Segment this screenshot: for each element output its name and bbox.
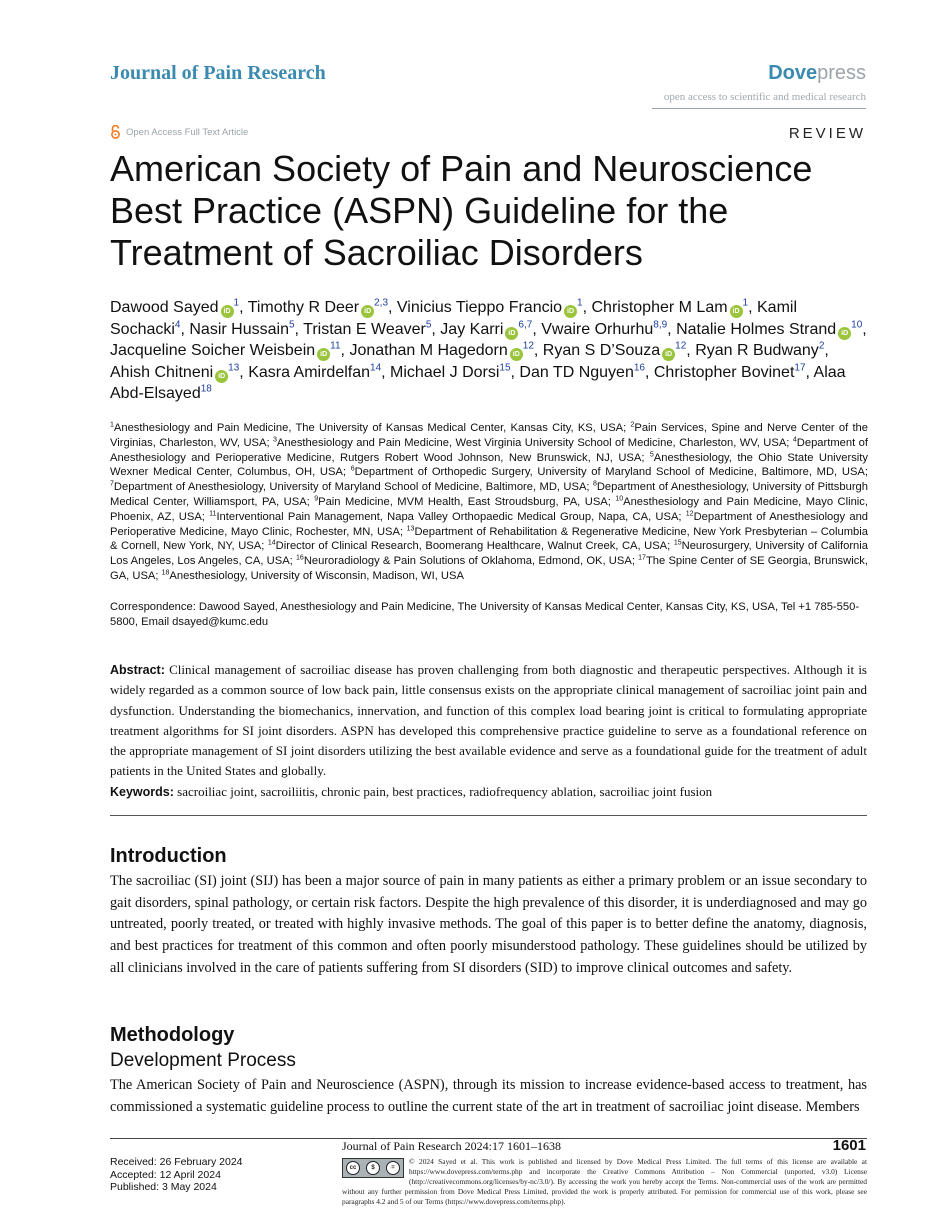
author-name[interactable]: Michael J Dorsi: [390, 363, 500, 381]
affiliation: [296, 555, 638, 567]
affiliation: [162, 570, 464, 582]
affiliation-number: 7: [110, 480, 114, 488]
author-affiliation-ref[interactable]: 5: [425, 319, 432, 331]
affiliation: [110, 422, 630, 434]
affiliation-text: Anesthesiology and Pain Medicine, West Virginia University School of Medicine, Charleston, WV, USA;: [276, 436, 793, 449]
author-separator: ,: [805, 363, 814, 381]
author-affiliation-ref[interactable]: 16: [633, 362, 645, 374]
affiliation-text: The Spine Center of SE Georgia, Brunswick, GA, USA;: [110, 555, 869, 582]
author: [110, 364, 248, 381]
author-affiliation-ref[interactable]: 2: [818, 340, 825, 352]
orcid-icon[interactable]: iD: [730, 305, 743, 318]
development-process-heading: Development Process: [110, 1050, 296, 1071]
accepted-date: Accepted: 12 April 2024: [110, 1168, 221, 1181]
author: [397, 299, 592, 316]
author-affiliation-ref[interactable]: 5: [288, 319, 295, 331]
author-separator: ,: [644, 363, 654, 381]
methodology-heading: Methodology: [110, 1024, 235, 1046]
author-name[interactable]: Tristan E Weaver: [303, 320, 426, 338]
orcid-icon[interactable]: iD: [221, 305, 234, 318]
affiliation-text: Anesthesiology, the Ohio State University Wexner Medical Center, Columbus, OH, USA;: [110, 451, 868, 479]
affiliation-number: 6: [350, 465, 355, 473]
affiliation-text: Pain Services, Spine and Nerve Center of the Virginias, Charleston, WV, USA;: [110, 422, 868, 449]
author-name[interactable]: Ryan R Budwany: [695, 342, 819, 360]
author-separator: ,: [686, 342, 696, 360]
author-affiliation-ref[interactable]: 10: [851, 319, 863, 331]
affiliation-text: Department of Anesthesiology and Perioperative Medicine, Rutgers Robert Wood Johnson, New Brunswick, NJ, USA;: [110, 436, 868, 464]
author-name[interactable]: Kasra Amirdelfan: [248, 363, 371, 381]
orcid-icon[interactable]: iD: [510, 348, 523, 361]
author-separator: ,: [533, 342, 543, 360]
development-process-paragraph: The American Society of Pain and Neuroscience (ASPN), through its mission to increase evidence-based access to treatment, has commissioned a systematic guideline process to outline the current state of the art in treatment of sacroiliac joint disease. Members: [110, 1077, 867, 1115]
author-affiliation-ref[interactable]: 6,7: [518, 319, 533, 331]
affiliation-text: Neurosurgery, University of California Los Angeles, Los Angeles, CA, USA;: [110, 540, 868, 568]
author: [110, 342, 349, 359]
publisher-tagline: open access to scientific and medical research: [663, 91, 866, 103]
keywords: [110, 782, 867, 802]
affiliation-number: 4: [792, 436, 797, 444]
cc-icon: cc: [346, 1161, 360, 1175]
orcid-icon[interactable]: iD: [215, 370, 228, 383]
affiliation-number: 12: [685, 510, 694, 518]
author-name[interactable]: Kamil Sochacki: [110, 299, 798, 338]
affiliation-number: 1: [110, 421, 114, 429]
author-separator: ,: [239, 299, 248, 316]
author-affiliation-ref[interactable]: 13: [228, 362, 240, 374]
affiliation-text: Anesthesiology, University of Wisconsin, Madison, WI, USA: [169, 569, 464, 582]
author: [676, 321, 867, 338]
affiliation: [273, 437, 793, 449]
author: [592, 299, 758, 316]
cc-license-badge[interactable]: [342, 1158, 404, 1178]
affiliation-number: 15: [673, 539, 682, 547]
affiliation: [314, 496, 615, 508]
author-separator: ,: [294, 320, 304, 338]
noderivs-icon: =: [386, 1161, 400, 1175]
author: [541, 321, 676, 338]
author-list: [110, 297, 870, 405]
affiliation-text: Anesthesiology and Pain Medicine, The University of Kansas Medical Center, Kansas City, KS, USA;: [113, 422, 631, 434]
author-name[interactable]: Christopher M Lam: [591, 299, 728, 316]
affiliation-text: Neuroradiology & Pain Solutions of Oklahoma, Edmond, OK, USA;: [303, 555, 639, 568]
affiliation-text: Department of Orthopedic Surgery, University of Maryland School of Medicine, Baltimore, MD, USA;: [354, 466, 868, 479]
orcid-icon[interactable]: iD: [662, 348, 675, 361]
article-title: American Society of Pain and Neuroscience Best Practice (ASPN) Guideline for the Treatment of Sacroiliac Disorders: [110, 148, 813, 273]
open-access-lock-icon: [110, 125, 121, 139]
affiliation-text: Pain Medicine, MVM Health, East Stroudsburg, PA, USA;: [318, 495, 616, 508]
affiliation: [268, 540, 674, 552]
author: [189, 321, 303, 338]
author-separator: ,: [381, 363, 391, 381]
affiliation-text: Director of Clinical Research, Boomerang Healthcare, Walnut Creek, CA, USA;: [275, 540, 674, 553]
affiliation-number: 5: [649, 450, 654, 458]
affiliation-number: 3: [273, 436, 277, 444]
affiliation-number: 2: [630, 421, 635, 429]
affiliation-text: Interventional Pain Management, Napa Valley Orthopaedic Medical Group, Napa, CA, USA;: [216, 510, 686, 523]
affiliation-number: 16: [296, 554, 304, 562]
author: [519, 364, 653, 381]
author-affiliation-ref[interactable]: 11: [330, 340, 341, 352]
orcid-icon[interactable]: iD: [838, 327, 851, 340]
header-divider: [652, 108, 866, 109]
license-block: [342, 1157, 867, 1207]
noncommercial-icon: $: [366, 1161, 380, 1175]
author-separator: ,: [532, 320, 542, 338]
author-name[interactable]: Jay Karri: [440, 320, 504, 338]
affiliation-number: 14: [267, 539, 276, 547]
author: [248, 364, 390, 381]
author-name[interactable]: Jacqueline Soicher Weisbein: [110, 342, 316, 360]
author: [248, 299, 397, 316]
affiliation-number: 10: [615, 495, 624, 503]
author-separator: ,: [180, 320, 190, 338]
brand-primary: Dove: [768, 62, 818, 84]
affiliation: [110, 481, 593, 493]
author-affiliation-ref[interactable]: 1: [742, 297, 749, 309]
orcid-icon[interactable]: iD: [564, 305, 577, 318]
author-name[interactable]: Ryan S D’Souza: [542, 342, 661, 360]
author-name[interactable]: Timothy R Deer: [247, 299, 360, 316]
affiliations: [110, 421, 868, 584]
affiliation-text: Anesthesiology and Pain Medicine, Mayo Clinic, Phoenix, AZ, USA;: [110, 495, 868, 523]
abstract-label: Abstract:: [110, 663, 165, 677]
author-affiliation-ref[interactable]: 2,3: [374, 297, 389, 309]
affiliation-number: 11: [209, 510, 217, 518]
keywords-label: Keywords:: [110, 785, 174, 799]
author-separator: ,: [667, 320, 677, 338]
author-affiliation-ref[interactable]: 8,9: [653, 319, 668, 331]
orcid-icon[interactable]: iD: [505, 327, 518, 340]
affiliation-text: Department of Rehabilitation & Regenerative Medicine, New York Presbyterian – Columbia & Cornell, New York, NY, USA;: [110, 525, 868, 553]
author-affiliation-ref[interactable]: 12: [522, 340, 534, 352]
author-separator: ,: [862, 320, 867, 338]
orcid-icon[interactable]: iD: [317, 348, 330, 361]
author-name[interactable]: Alaa Abd-Elsayed: [110, 363, 846, 403]
author-name[interactable]: Nasir Hussain: [189, 320, 289, 338]
author-name[interactable]: Dawood Sayed: [110, 299, 219, 316]
orcid-icon[interactable]: iD: [361, 305, 374, 318]
affiliation-text: Department of Anesthesiology, University of Pittsburgh Medical Center, Williamsport, PA, USA;: [110, 481, 868, 508]
author-affiliation-ref[interactable]: 14: [370, 362, 382, 374]
author: [654, 364, 814, 381]
author-separator: ,: [340, 342, 350, 360]
abstract-text: Clinical management of sacroiliac disease has proven challenging from both diagnostic and therapeutic perspectives. Although it is widely regarded as a common source of low back pain, little consensus exists on the appropriate clinical management of sacroiliac joint pain and dysfunction. Understanding the biomechanics, innervation, and function of this complex load bearing joint is critical to formulating appropriate treatment algorithms for SI joint disorders. ASPN has developed this comprehensive practice guideline to serve as a foundational reference on the appropriate management of SI joint disorders utilizing the best available evidence and serve as a foundational guide for the treatment of adult patients in the United States and globally.: [110, 662, 867, 779]
author-separator: ,: [388, 299, 397, 316]
author: [390, 364, 519, 381]
author: [349, 342, 542, 359]
open-access-label: Open Access Full Text Article: [126, 126, 249, 138]
author-separator: ,: [748, 299, 757, 316]
open-access-badge: [110, 125, 248, 139]
author: [110, 299, 248, 316]
author-separator: ,: [431, 320, 441, 338]
affiliation: [209, 511, 686, 523]
author-name[interactable]: Dan TD Nguyen: [519, 363, 634, 381]
affiliation-text: Department of Anesthesiology, University of Maryland School of Medicine, Baltimore, MD, USA;: [113, 481, 593, 494]
introduction-heading: Introduction: [110, 845, 227, 867]
journal-citation: Journal of Pain Research 2024:17 1601–1638: [342, 1139, 561, 1153]
author-separator: ,: [582, 299, 592, 316]
abstract: [110, 660, 867, 782]
author-affiliation-ref[interactable]: 4: [174, 319, 181, 331]
author-name[interactable]: Jonathan M Hagedorn: [349, 342, 508, 360]
affiliation-number: 13: [406, 524, 415, 532]
author-separator: ,: [239, 363, 249, 381]
introduction-paragraph: The sacroiliac (SI) joint (SIJ) has been a major source of pain in many patients as either a primary problem or an issue secondary to gait disorders, spinal pathology, or certain risk factors. Despite the high prevalence of this disorder, it is underdiagnosed and may go untreated, poorly treated, or treated with highly invasive methods. The goal of this paper is to better define the anatomy, diagnosis, and best practices for treatment of this common and often poorly misunderstood pathology. These guidelines should be utilized by all clinicians involved in the care of patients suffering from SI disorders (SID) to improve clinical outcomes and safety.: [110, 873, 867, 976]
license-text: © 2024 Sayed et al. This work is published and licensed by Dove Medical Press Limited. The full terms of this license are available at https://www.dovepress.com/terms.php and incorporate the Creative Commons Attribution – Non Commercial (unported, v3.0) License (http://creativecommons.org/licenses/by-nc/3.0/). By accessing the work you hereby accept the Terms. Non-commercial uses of the work are permitted without any further permission from Dove Medical Press Limited, provided the work is properly attributed. For permission for commercial use of this work, please see paragraphs 4.2 and 5 of our Terms (https://www.dovepress.com/terms.php).: [342, 1157, 867, 1206]
received-date: Received: 26 February 2024: [110, 1156, 243, 1168]
author-affiliation-ref[interactable]: 18: [200, 384, 212, 396]
author-affiliation-ref[interactable]: 15: [499, 362, 511, 374]
publisher-logo[interactable]: [768, 62, 866, 85]
author-affiliation-ref[interactable]: 1: [233, 297, 240, 309]
author-affiliation-ref[interactable]: 17: [794, 362, 806, 374]
brand-secondary: press: [817, 62, 866, 84]
author-name[interactable]: Vwaire Orhurhu: [541, 320, 654, 338]
affiliation-text: Department of Anesthesiology and Perioperative Medicine, Mayo Clinic, Rochester, MN, USA;: [110, 510, 869, 538]
affiliation-number: 18: [161, 569, 170, 577]
journal-name[interactable]: Journal of Pain Research: [110, 62, 326, 84]
author-name[interactable]: Ahish Chitneni: [110, 363, 214, 381]
affiliation-number: 17: [638, 554, 646, 562]
correspondence: Correspondence: Dawood Sayed, Anesthesiology and Pain Medicine, The University of Kansas Medical Center, Kansas City, KS, USA, Tel +1 785-550-5800, Email dsayed@kumc.edu: [110, 601, 860, 628]
page-number: 1601: [832, 1137, 866, 1154]
author: [303, 321, 440, 338]
article-dates: [110, 1156, 243, 1194]
author-affiliation-ref[interactable]: 12: [675, 340, 687, 352]
author-affiliation-ref[interactable]: 1: [577, 297, 583, 309]
author: [695, 342, 829, 359]
author: [543, 342, 695, 359]
author-separator: ,: [824, 342, 829, 360]
keywords-text: sacroiliac joint, sacroiliitis, chronic pain, best practices, radiofrequency ablation, sacroiliac joint fusion: [173, 784, 713, 799]
abstract-divider: [110, 815, 867, 816]
affiliation-number: 8: [592, 480, 597, 488]
author-separator: ,: [510, 363, 520, 381]
author: [440, 321, 541, 338]
article-type: REVIEW: [788, 125, 866, 142]
published-date: Published: 3 May 2024: [110, 1181, 217, 1194]
author-name[interactable]: Christopher Bovinet: [653, 363, 795, 381]
author-name[interactable]: Natalie Holmes Strand: [676, 320, 837, 338]
author-name[interactable]: Vinicius Tieppo Francio: [396, 299, 563, 316]
affiliation: [351, 466, 868, 478]
affiliation-number: 9: [314, 495, 319, 503]
